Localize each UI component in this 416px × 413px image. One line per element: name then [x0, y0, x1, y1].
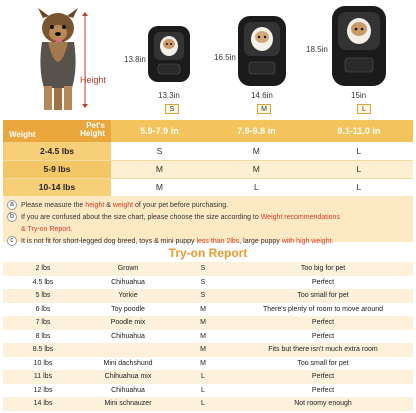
table-row: [3, 370, 413, 384]
table-row: [3, 357, 413, 371]
report-size-cell: L: [173, 397, 233, 411]
small-width-dim: 13.3in: [158, 91, 180, 100]
large-height-dim: 18.5in: [306, 45, 328, 54]
notes-box: [3, 196, 413, 245]
note-text: It is not fit for short-legged dog breed, toys & mini puppy less than 2lbs, large puppy with high weight.: [21, 237, 334, 245]
size-chart-row: [3, 178, 413, 196]
report-size-cell: M: [173, 343, 233, 357]
note-text: If you are confused about the size chart, please choose the size according to Weight recommendations: [21, 213, 340, 221]
report-size-cell: S: [173, 289, 233, 303]
note-text: & Try-on Report.: [21, 225, 73, 233]
report-breed-cell: Chihuahua: [83, 384, 173, 398]
report-title: Try-on Report: [168, 246, 248, 260]
report-size-cell: L: [173, 370, 233, 384]
size-cell: M: [111, 160, 208, 178]
illustration-area: [0, 0, 416, 120]
size-chart-row: [3, 142, 413, 160]
note-letter-c: c: [7, 236, 17, 246]
size-chart-corner: [3, 120, 111, 142]
note-b: [7, 212, 409, 222]
report-size-cell: M: [173, 303, 233, 317]
report-size-cell: S: [173, 276, 233, 290]
table-row: [3, 316, 413, 330]
pet-height-header: Pet's Height: [80, 121, 105, 138]
size-tag-s: S: [165, 104, 179, 114]
report-weight-cell: 8 lbs: [3, 330, 83, 344]
height-column-2: 7.9-9.8 in: [208, 120, 305, 142]
report-fit-cell: Not roomy enough: [233, 397, 413, 411]
size-chart-header: [3, 120, 413, 142]
try-on-report-table: [3, 262, 413, 411]
report-fit-cell: Fits but there isn't much extra room: [233, 343, 413, 357]
size-tag-l: L: [357, 104, 371, 114]
weight-header: Weight: [9, 130, 36, 139]
report-breed-cell: [83, 343, 173, 357]
table-row: [3, 303, 413, 317]
weight-cell: 10-14 lbs: [3, 178, 111, 196]
note-text: Please measure the height & weight of your pet before purchasing.: [21, 201, 229, 209]
report-breed-cell: Grown: [83, 262, 173, 276]
table-row: [3, 330, 413, 344]
report-weight-cell: 2 lbs: [3, 262, 83, 276]
carrier-bag-large: [330, 2, 388, 88]
size-cell: M: [208, 160, 305, 178]
yorkie-dog-image: [30, 8, 86, 112]
report-breed-cell: Chihuahua mix: [83, 370, 173, 384]
report-breed-cell: Yorkie: [83, 289, 173, 303]
report-breed-cell: Poodle mix: [83, 316, 173, 330]
note-a: [7, 200, 409, 210]
report-size-cell: L: [173, 384, 233, 398]
size-cell: L: [305, 178, 413, 196]
weight-cell: 2-4.5 lbs: [3, 142, 111, 160]
table-row: [3, 276, 413, 290]
size-tag-m: M: [257, 104, 271, 114]
report-breed-cell: Mini schnauzer: [83, 397, 173, 411]
size-cell: M: [111, 178, 208, 196]
report-weight-cell: 12 lbs: [3, 384, 83, 398]
table-row: [3, 384, 413, 398]
note-c: [7, 236, 409, 246]
report-fit-cell: Perfect: [233, 316, 413, 330]
height-column-3: 9.1-11.0 in: [305, 120, 413, 142]
weight-cell: 5-9 lbs: [3, 160, 111, 178]
size-cell: S: [111, 142, 208, 160]
size-chart-row: [3, 160, 413, 178]
report-weight-cell: 14 lbs: [3, 397, 83, 411]
report-fit-cell: Too small for pet: [233, 357, 413, 371]
report-weight-cell: 10 lbs: [3, 357, 83, 371]
report-fit-cell: Too small for pet: [233, 289, 413, 303]
note-letter-a: a: [7, 200, 17, 210]
report-size-cell: M: [173, 316, 233, 330]
table-row: [3, 343, 413, 357]
medium-width-dim: 14.6in: [251, 91, 273, 100]
report-fit-cell: Perfect: [233, 384, 413, 398]
small-height-dim: 13.8in: [124, 55, 146, 64]
report-size-cell: M: [173, 330, 233, 344]
report-breed-cell: Chihuahua: [83, 276, 173, 290]
size-cell: L: [305, 160, 413, 178]
report-weight-cell: 4.5 lbs: [3, 276, 83, 290]
report-fit-cell: Perfect: [233, 370, 413, 384]
height-label: Height: [80, 75, 107, 85]
note-letter-b: b: [7, 212, 17, 222]
table-row: [3, 262, 413, 276]
report-weight-cell: 11 lbs: [3, 370, 83, 384]
report-fit-cell: Perfect: [233, 276, 413, 290]
report-fit-cell: Too big for pet: [233, 262, 413, 276]
carrier-bag-medium: [236, 12, 288, 88]
size-chart-table: [3, 120, 413, 197]
height-column-1: 5.9-7.9 in: [111, 120, 208, 142]
report-weight-cell: 8.5 lbs: [3, 343, 83, 357]
report-weight-cell: 6 lbs: [3, 303, 83, 317]
report-fit-cell: Perfect: [233, 330, 413, 344]
report-breed-cell: Chihuahua: [83, 330, 173, 344]
report-body: [3, 262, 413, 411]
note-b-continued: [7, 224, 409, 234]
table-row: [3, 289, 413, 303]
report-size-cell: S: [173, 262, 233, 276]
report-breed-cell: Toy poodle: [83, 303, 173, 317]
report-size-cell: M: [173, 357, 233, 371]
report-weight-cell: 5 lbs: [3, 289, 83, 303]
report-weight-cell: 7 lbs: [3, 316, 83, 330]
medium-height-dim: 16.5in: [214, 53, 236, 62]
height-arrow-icon: [82, 12, 88, 108]
carrier-bag-small: [146, 22, 192, 84]
report-breed-cell: Mini dachshund: [83, 357, 173, 371]
table-row: [3, 397, 413, 411]
size-cell: L: [208, 178, 305, 196]
size-cell: L: [305, 142, 413, 160]
report-fit-cell: There's plenty of room to move around: [233, 303, 413, 317]
large-width-dim: 15in: [351, 91, 367, 100]
size-cell: M: [208, 142, 305, 160]
